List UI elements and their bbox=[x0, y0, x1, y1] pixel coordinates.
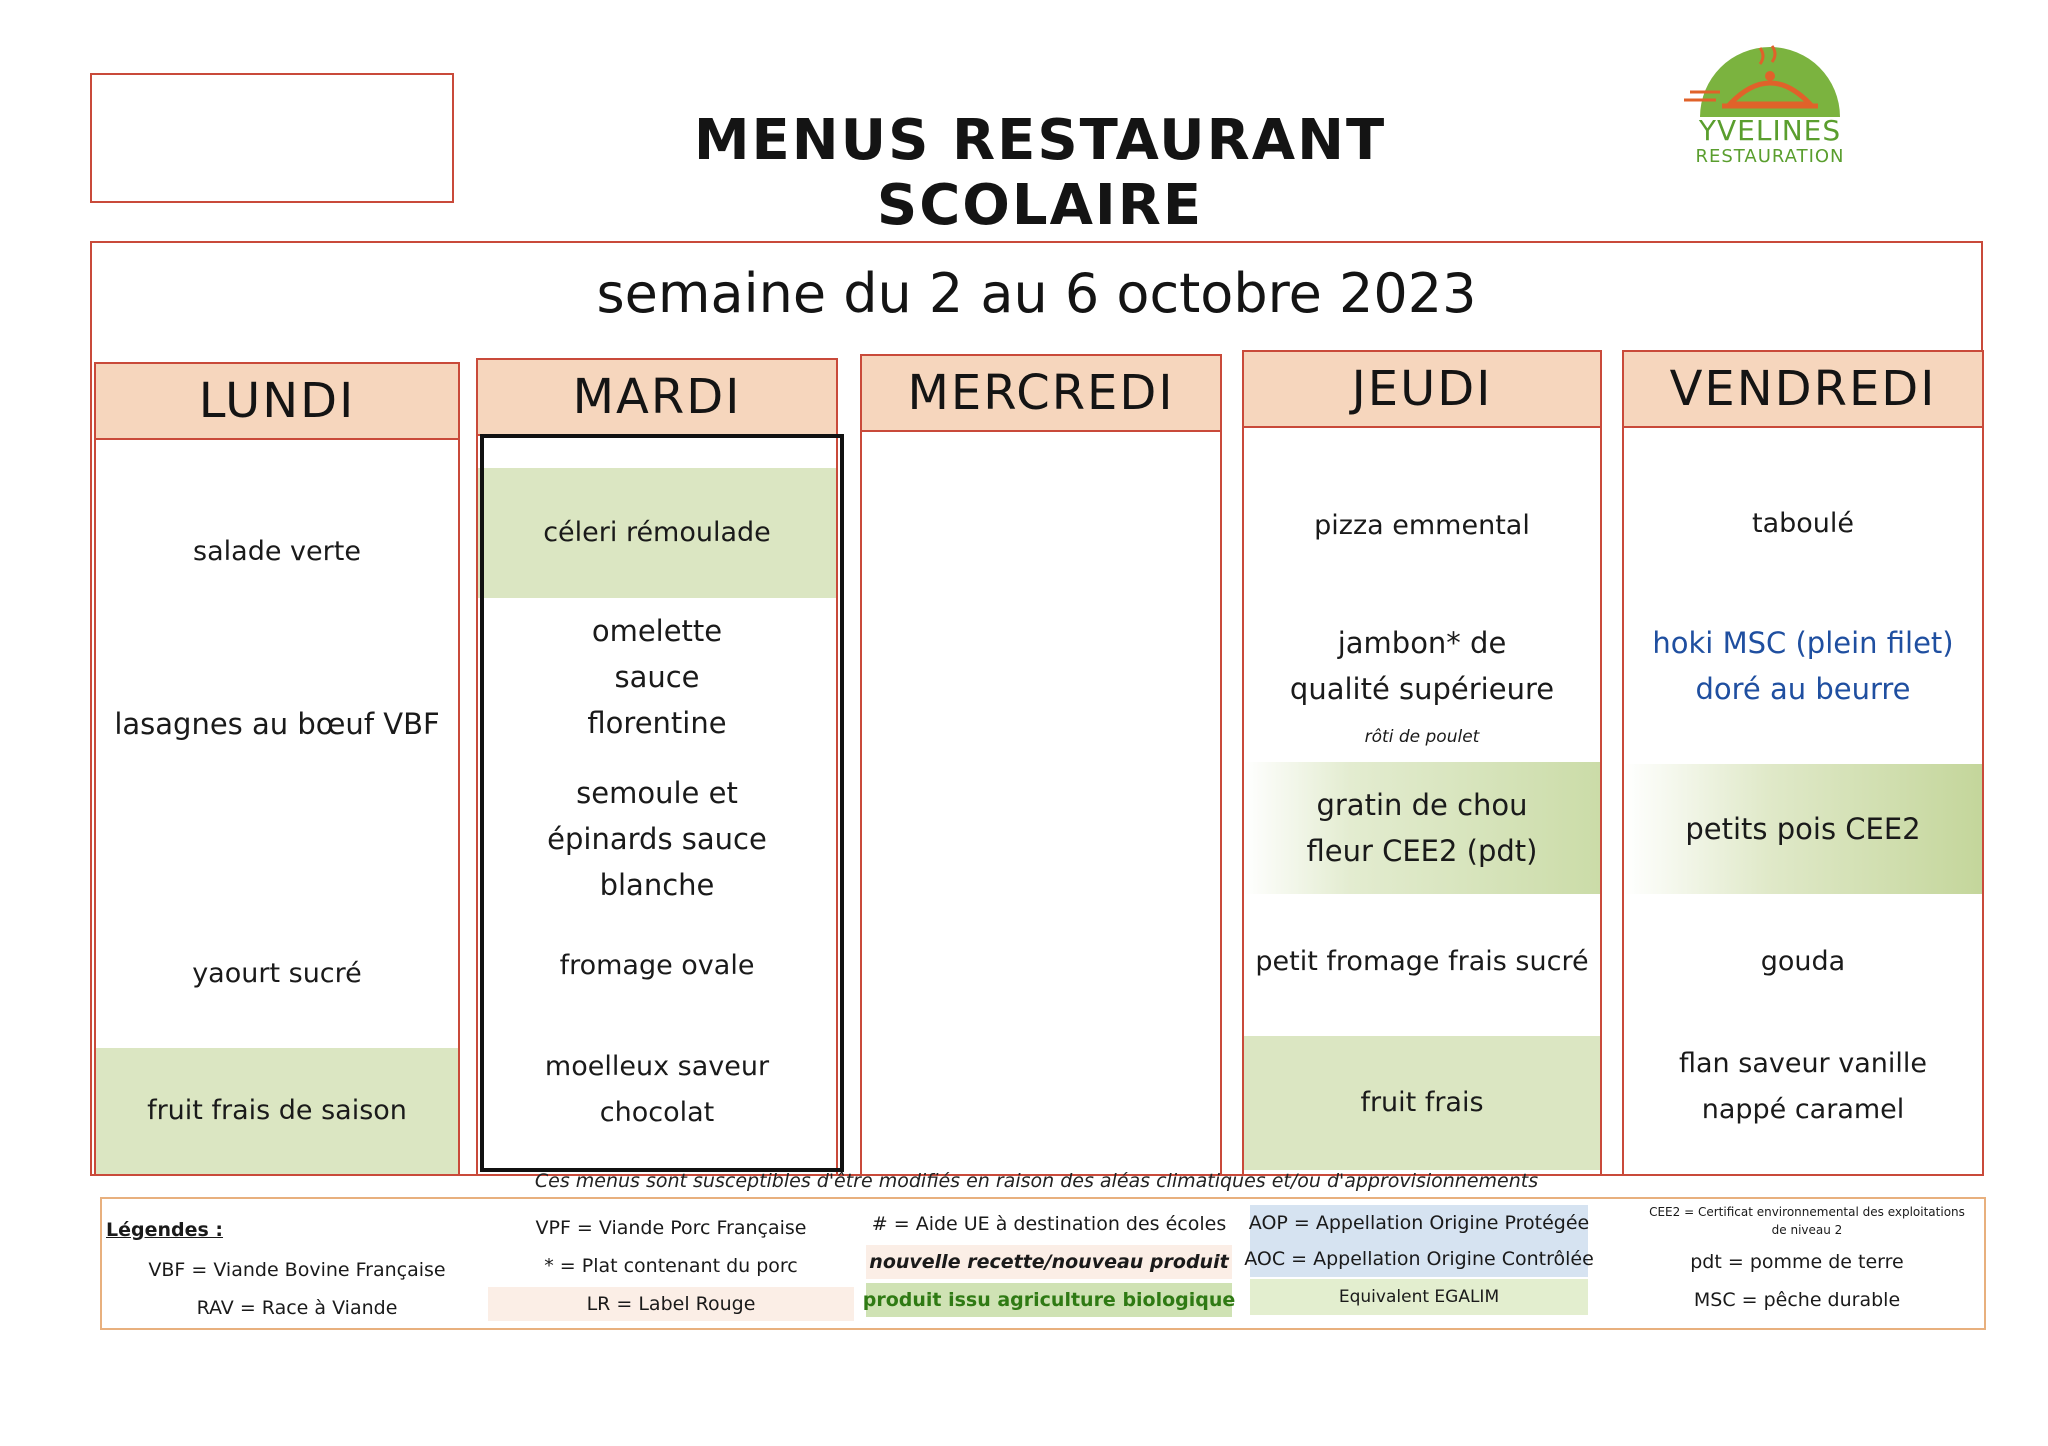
yvelines-restauration-logo bbox=[1670, 42, 1870, 172]
column-lundi bbox=[94, 362, 460, 1176]
legend-lr: LR = Label Rouge bbox=[488, 1287, 854, 1321]
legend-aoc: AOC = Appellation Origine Contrôlée bbox=[1250, 1241, 1588, 1277]
menu-item: yaourt sucré bbox=[192, 958, 362, 989]
menu-item: petits pois CEE2 bbox=[1624, 764, 1982, 894]
menu-item: omelette sauce florentine bbox=[587, 614, 727, 740]
menu-item: flan saveur vanille nappé caramel bbox=[1679, 1048, 1927, 1125]
legend-pdt: pdt = pomme de terre bbox=[1690, 1251, 1904, 1273]
week-title: semaine du 2 au 6 octobre 2023 bbox=[596, 262, 1477, 325]
menu-item: salade verte bbox=[193, 536, 361, 567]
column-jeudi bbox=[1242, 350, 1602, 1176]
menu-item: jambon* de qualité supérieure bbox=[1289, 626, 1555, 706]
logo-line2: RESTAURATION bbox=[1695, 146, 1845, 167]
menu-item: semoule et épinards sauce blanche bbox=[547, 776, 767, 902]
legend-aop: AOP = Appellation Origine Protégée bbox=[1250, 1205, 1588, 1241]
menu-item: fromage ovale bbox=[559, 950, 755, 981]
day-header-vendredi: VENDREDI bbox=[1624, 352, 1982, 428]
day-header-lundi: LUNDI bbox=[96, 364, 458, 440]
menu-item: gouda bbox=[1760, 946, 1846, 977]
menu-item: fruit frais bbox=[1244, 1036, 1600, 1170]
legend-title: Légendes : bbox=[106, 1219, 224, 1241]
legend-rav: RAV = Race à Viande bbox=[196, 1297, 398, 1319]
menu-item: fruit frais de saison bbox=[96, 1048, 458, 1174]
day-header-jeudi: JEUDI bbox=[1244, 352, 1600, 428]
day-header-mardi: MARDI bbox=[478, 360, 836, 436]
legend-star: * = Plat contenant du porc bbox=[544, 1255, 798, 1277]
column-mercredi bbox=[860, 354, 1222, 1176]
school-name-box bbox=[90, 73, 454, 203]
cloche-icon bbox=[1670, 42, 1870, 122]
logo-line1: YVELINES bbox=[1698, 114, 1842, 147]
menu-item: céleri rémoulade bbox=[478, 468, 836, 598]
menu-item: taboulé bbox=[1751, 508, 1854, 539]
disclaimer: Ces menus sont susceptibles d'être modifiés en raison des aléas climatiques et/ou d'approvisionnements bbox=[534, 1170, 1539, 1192]
legend-vbf: VBF = Viande Bovine Française bbox=[148, 1259, 446, 1281]
legend-cee2: CEE2 = Certificat environnemental des exploitations de niveau 2 bbox=[1649, 1205, 1965, 1237]
highlight-box bbox=[480, 434, 844, 1172]
menu-item: pizza emmental bbox=[1314, 510, 1530, 541]
menu-item-note: rôti de poulet bbox=[1364, 727, 1480, 747]
legend-hash: # = Aide UE à destination des écoles bbox=[871, 1213, 1227, 1235]
menu-item: hoki MSC (plein filet) doré au beurre bbox=[1652, 626, 1954, 706]
menu-item: moelleux saveur chocolat bbox=[544, 1051, 770, 1128]
day-header-mercredi: MERCREDI bbox=[862, 356, 1220, 432]
legend-new: nouvelle recette/nouveau produit bbox=[866, 1245, 1232, 1279]
legend-egalim: Equivalent EGALIM bbox=[1250, 1279, 1588, 1315]
legend-vpf: VPF = Viande Porc Française bbox=[535, 1217, 807, 1239]
menu-item: petit fromage frais sucré bbox=[1255, 946, 1589, 977]
legend-box bbox=[100, 1197, 1986, 1330]
menu-item: lasagnes au bœuf VBF bbox=[114, 707, 440, 741]
column-vendredi bbox=[1622, 350, 1984, 1176]
legend-bio: produit issu agriculture biologique bbox=[866, 1283, 1232, 1317]
legend-msc: MSC = pêche durable bbox=[1693, 1289, 1901, 1311]
menu-item: gratin de chou fleur CEE2 (pdt) bbox=[1244, 762, 1600, 894]
page-title: MENUS RESTAURANT SCOLAIRE bbox=[693, 108, 1387, 238]
